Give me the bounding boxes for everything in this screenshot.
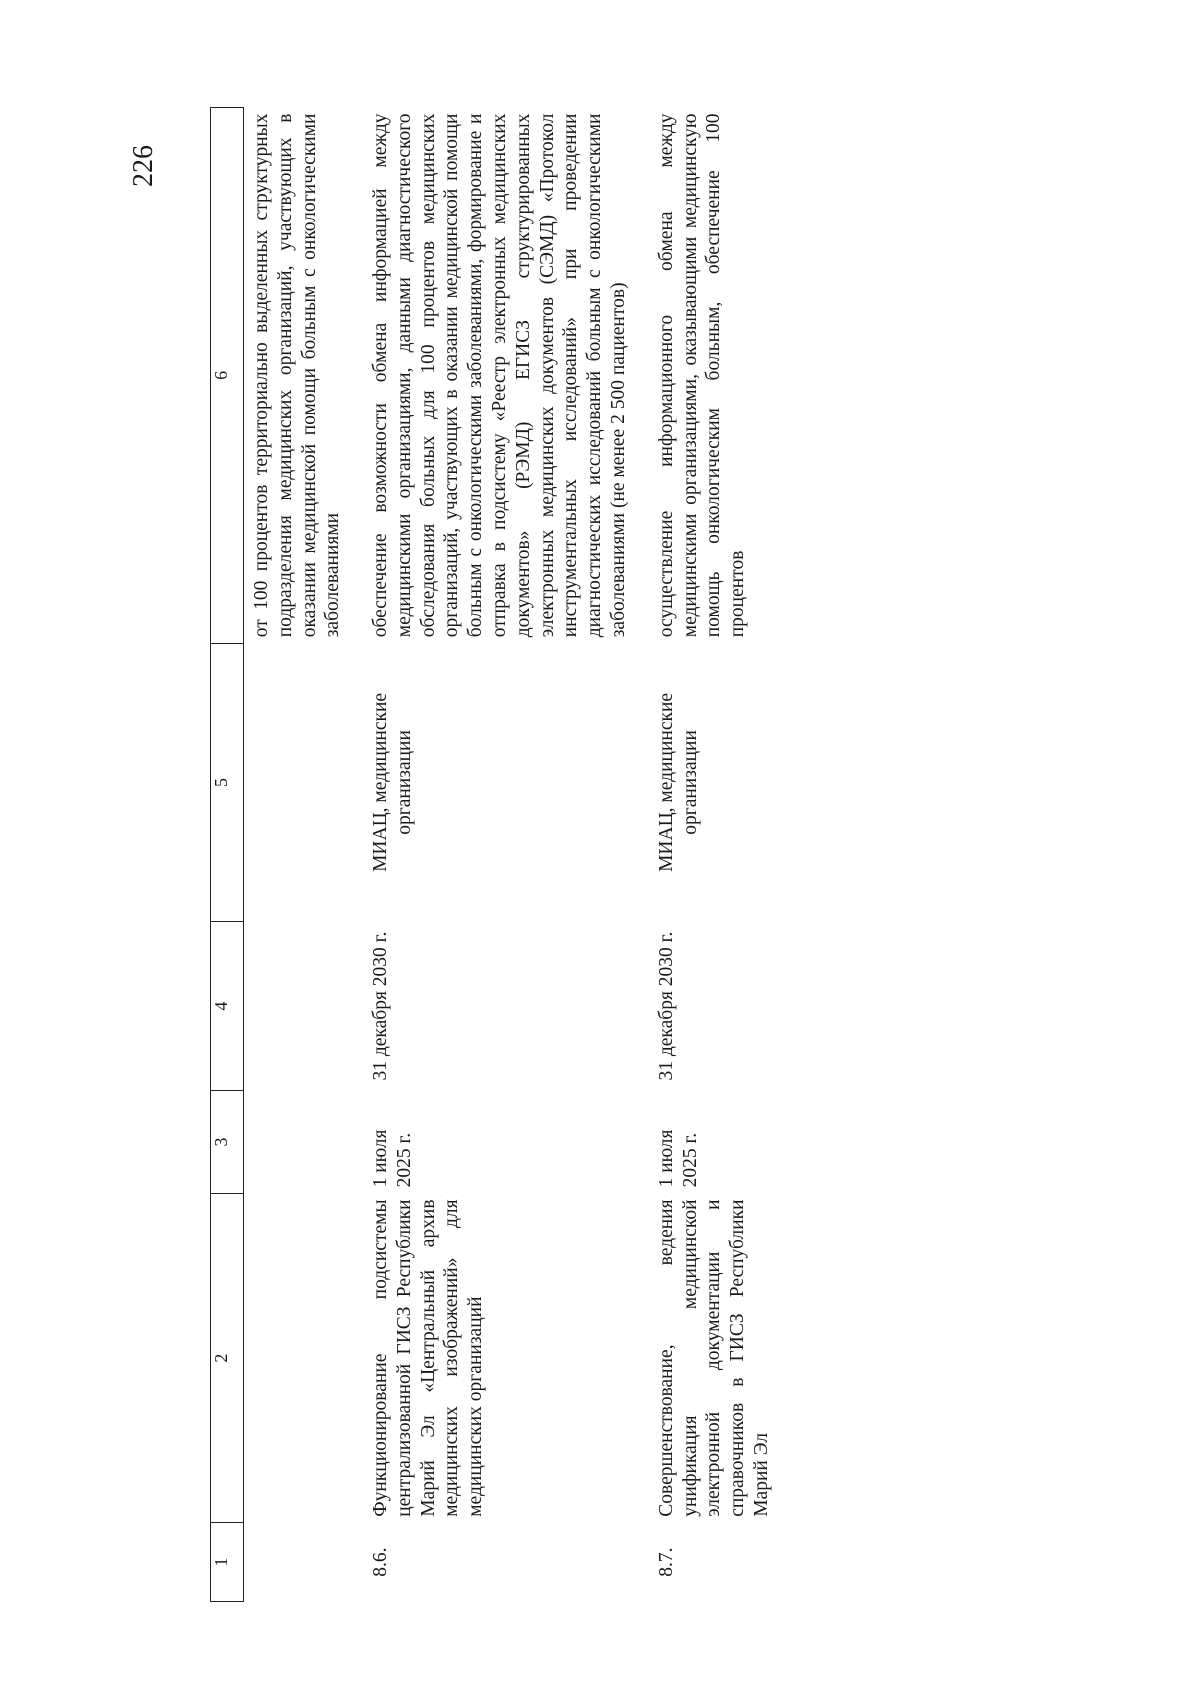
end-date: 31 декабря 2030 г. [370, 931, 392, 1081]
header-col-4: 4 [211, 922, 244, 1091]
responsible [244, 643, 364, 921]
page-number: 226 [128, 145, 159, 187]
header-col-5: 5 [211, 643, 244, 921]
header-col-2: 2 [211, 1193, 244, 1522]
table-row [649, 108, 792, 1602]
row-number: 8.6. [370, 1547, 392, 1577]
activity-name: Совершенствование, ведения унификация медицинской электронной документации и справочников в ГИСЗ Республики Марий Эл [655, 1199, 772, 1517]
end-date: 31 декабря 2030 г. [655, 931, 677, 1081]
header-col-6: 6 [211, 108, 244, 644]
activity-name: Функционирование подсистемы централизованной ГИСЗ Республики Марий Эл «Центральный архив медицинских изображений» для медицинских организаций [370, 1199, 487, 1517]
activity-name [244, 1193, 364, 1522]
plan-table [210, 107, 792, 1602]
header-col-1: 1 [211, 1523, 244, 1602]
responsible: МИАЦ, медицинские организации [655, 692, 701, 872]
expected-result: от 100 процентов территориально выделенных структурных подразделения медицинских организаций, участвующих в оказании медицинской помощи больным с онкологическими заболеваниями [251, 113, 344, 638]
header-col-3: 3 [211, 1091, 244, 1194]
table-header-row [211, 108, 244, 1602]
row-number: 8.7. [655, 1547, 677, 1577]
start-date: 1 июля 2025 г. [655, 1129, 701, 1188]
table-row [244, 108, 364, 1602]
start-date [244, 1091, 364, 1194]
start-date: 1 июля 2025 г. [370, 1129, 415, 1188]
row-number [244, 1523, 364, 1602]
expected-result: обеспечение возможности обмена информацией между медицинскими организациями, данными диагностического обследования больных для 100 процентов медицинских организаций, участвующих в оказании медицинской помощи больным с онкологическими заболеваниями, формирование и отправка в подсистему «Реестр электронных медицинских документов» (РЭМД) ЕГИСЗ структурированных электронных медицинских документов (СЭМД) «Протокол инструментальных исследований» при проведении диагностических исследований больным с онкологическими заболеваниями (не менее 2 500 пациентов) [370, 113, 629, 638]
end-date [244, 922, 364, 1091]
expected-result: осуществление информационного обмена между медицинскими организациями, оказывающими медицинскую помощь онкологическим больным, обеспечение 100 процентов [655, 113, 749, 638]
responsible: МИАЦ, медицинские организации [370, 692, 415, 872]
table-row [363, 108, 649, 1602]
